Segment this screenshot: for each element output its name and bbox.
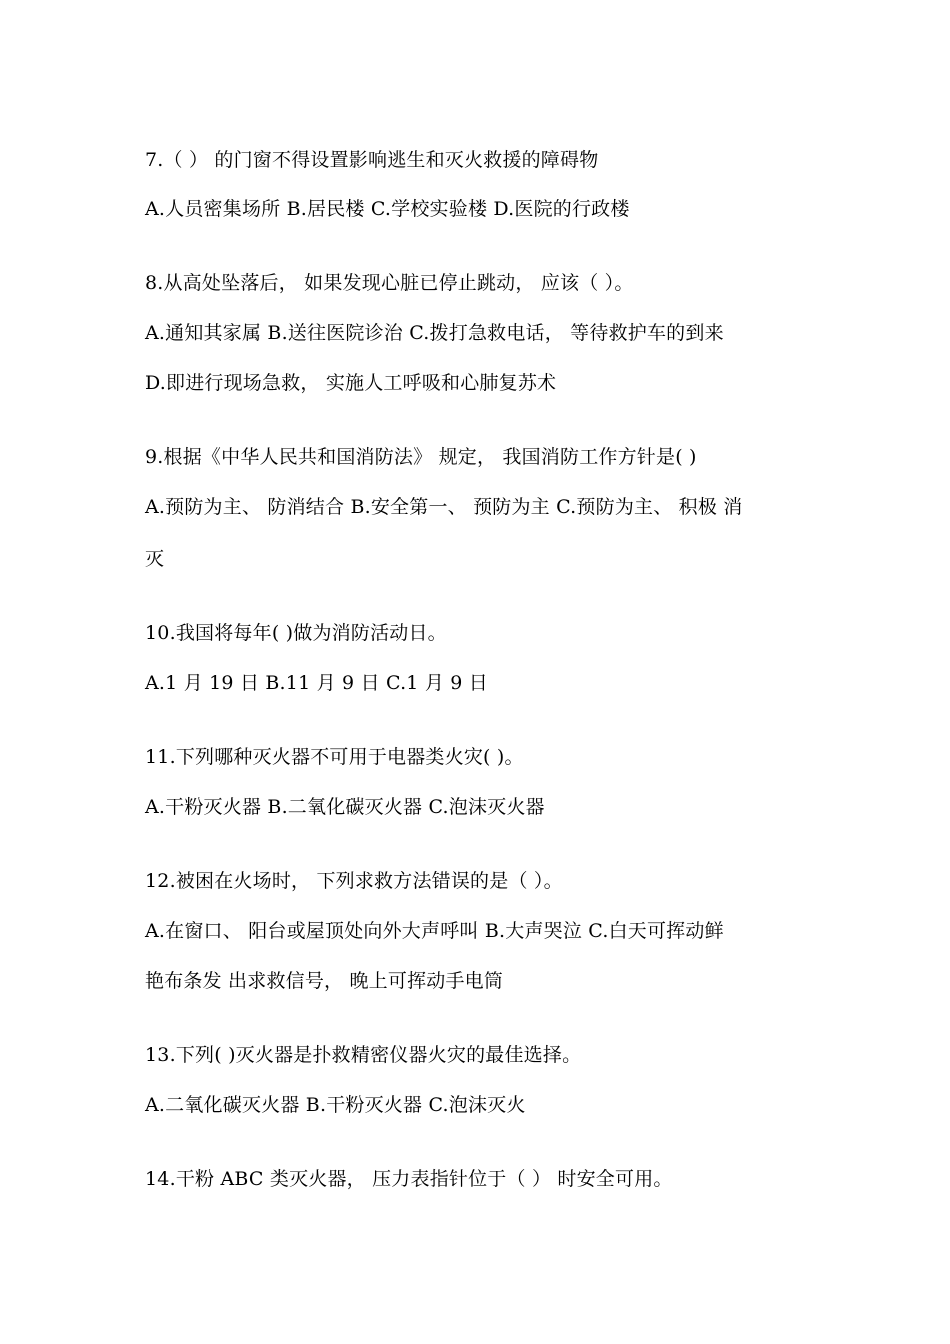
question-14-stem: 14.干粉 ABC 类灭火器， 压力表指针位于（ ） 时安全可用。 — [145, 1168, 673, 1190]
question-8-options-line-2: D.即进行现场急救， 实施人工呼吸和心肺复苏术 — [145, 372, 557, 394]
question-13-options: A.二氧化碳灭火器 B.干粉灭火器 C.泡沫灭火 — [145, 1094, 526, 1116]
question-12-options-line-2: 艳布条发 出求救信号， 晚上可挥动手电筒 — [145, 970, 504, 992]
question-11-options: A.干粉灭火器 B.二氧化碳灭火器 C.泡沫灭火器 — [145, 796, 545, 818]
question-10-options: A.1 月 19 日 B.11 月 9 日 C.1 月 9 日 — [145, 672, 489, 694]
question-12-options-line-1: A.在窗口、 阳台或屋顶处向外大声呼叫 B.大声哭泣 C.白天可挥动鲜 — [145, 920, 724, 942]
question-7-stem: 7.（ ） 的门窗不得设置影响逃生和灭火救援的障碍物 — [145, 149, 599, 171]
question-11-stem: 11.下列哪种灭火器不可用于电器类火灾( )。 — [145, 746, 524, 768]
question-8-options-line-1: A.通知其家属 B.送往医院诊治 C.拨打急救电话， 等待救护车的到来 — [145, 322, 724, 344]
question-12-stem: 12.被困在火场时， 下列求救方法错误的是（ ）。 — [145, 870, 563, 892]
question-7-options: A.人员密集场所 B.居民楼 C.学校实验楼 D.医院的行政楼 — [145, 198, 630, 220]
question-8-stem: 8.从高处坠落后， 如果发现心脏已停止跳动， 应该（ ）。 — [145, 272, 634, 294]
question-10-stem: 10.我国将每年( )做为消防活动日。 — [145, 622, 447, 644]
question-9-options-line-1: A.预防为主、 防消结合 B.安全第一、 预防为主 C.预防为主、 积极 消 — [145, 496, 743, 518]
question-9-options-line-2: 灭 — [145, 548, 165, 570]
question-13-stem: 13.下列( )灭火器是扑救精密仪器火灾的最佳选择。 — [145, 1044, 582, 1066]
question-9-stem: 9.根据《中华人民共和国消防法》 规定， 我国消防工作方针是( ) — [145, 446, 697, 468]
